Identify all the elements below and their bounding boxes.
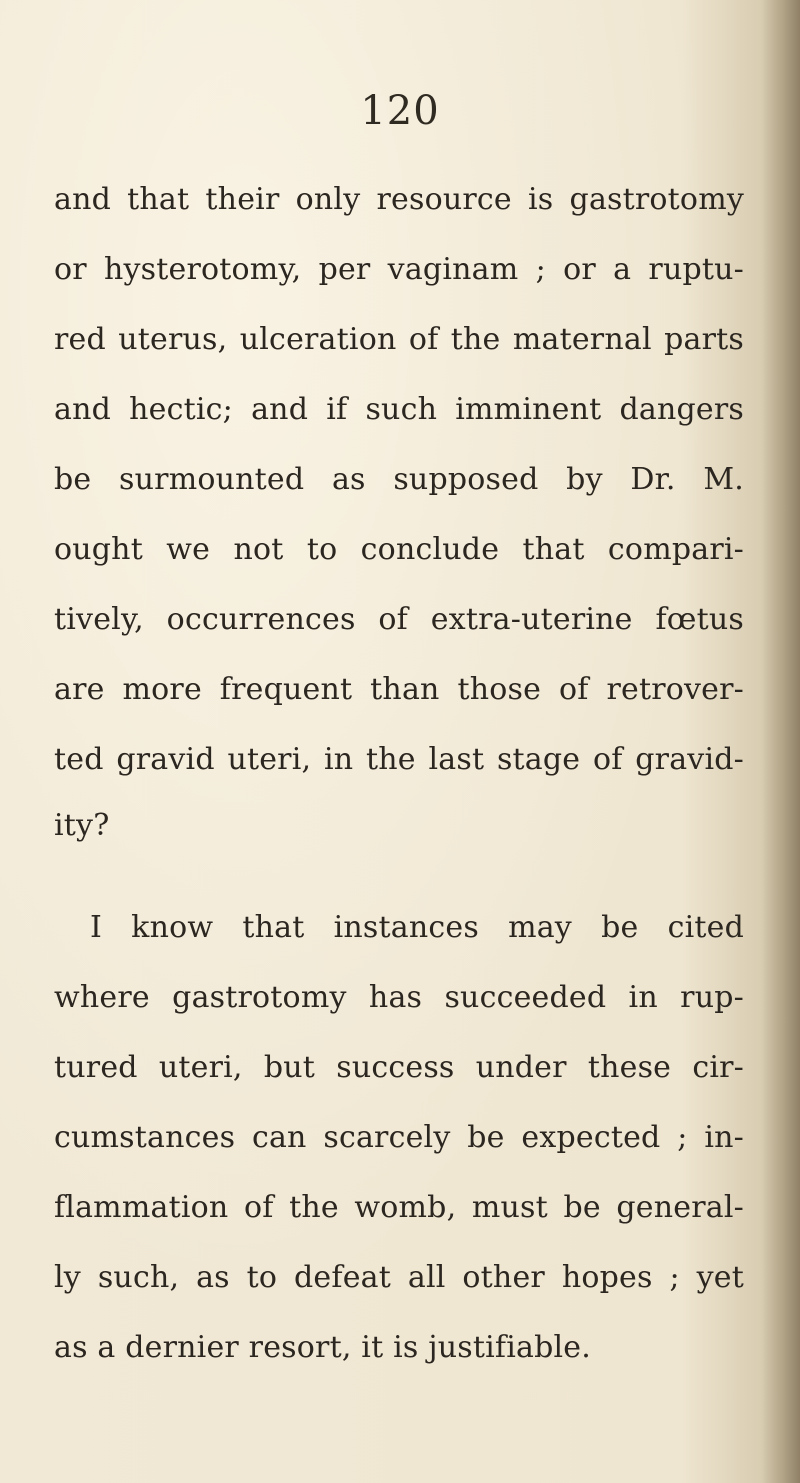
- text-line: tively, occurrences of extra-uterine fœtus: [54, 602, 744, 637]
- text-line: I know that instances may be cited: [90, 910, 744, 945]
- text-line: and hectic; and if such imminent dangers: [54, 392, 744, 427]
- text-line: as a dernier resort, it is justifiable.: [54, 1330, 591, 1365]
- text-line: or hysterotomy, per vaginam ; or a ruptu-: [54, 252, 744, 287]
- text-line: be surmounted as supposed by Dr. M.: [54, 462, 744, 497]
- text-line: cumstances can scarcely be expected ; in-: [54, 1120, 744, 1155]
- text-line: ity?: [54, 808, 110, 843]
- page-edge-shadow: [762, 0, 800, 1483]
- text-line: and that their only resource is gastrotomy: [54, 182, 744, 217]
- text-line: red uterus, ulceration of the maternal parts: [54, 322, 744, 357]
- text-line: tured uteri, but success under these cir-: [54, 1050, 744, 1085]
- text-line: ly such, as to defeat all other hopes ; yet: [54, 1260, 744, 1295]
- text-line: where gastrotomy has succeeded in rup-: [54, 980, 744, 1015]
- text-line: ted gravid uteri, in the last stage of gravid-: [54, 742, 744, 777]
- text-line: ought we not to conclude that compari-: [54, 532, 744, 567]
- text-line: are more frequent than those of retrover-: [54, 672, 744, 707]
- page-number: 120: [360, 88, 440, 134]
- text-line: flammation of the womb, must be general-: [54, 1190, 744, 1225]
